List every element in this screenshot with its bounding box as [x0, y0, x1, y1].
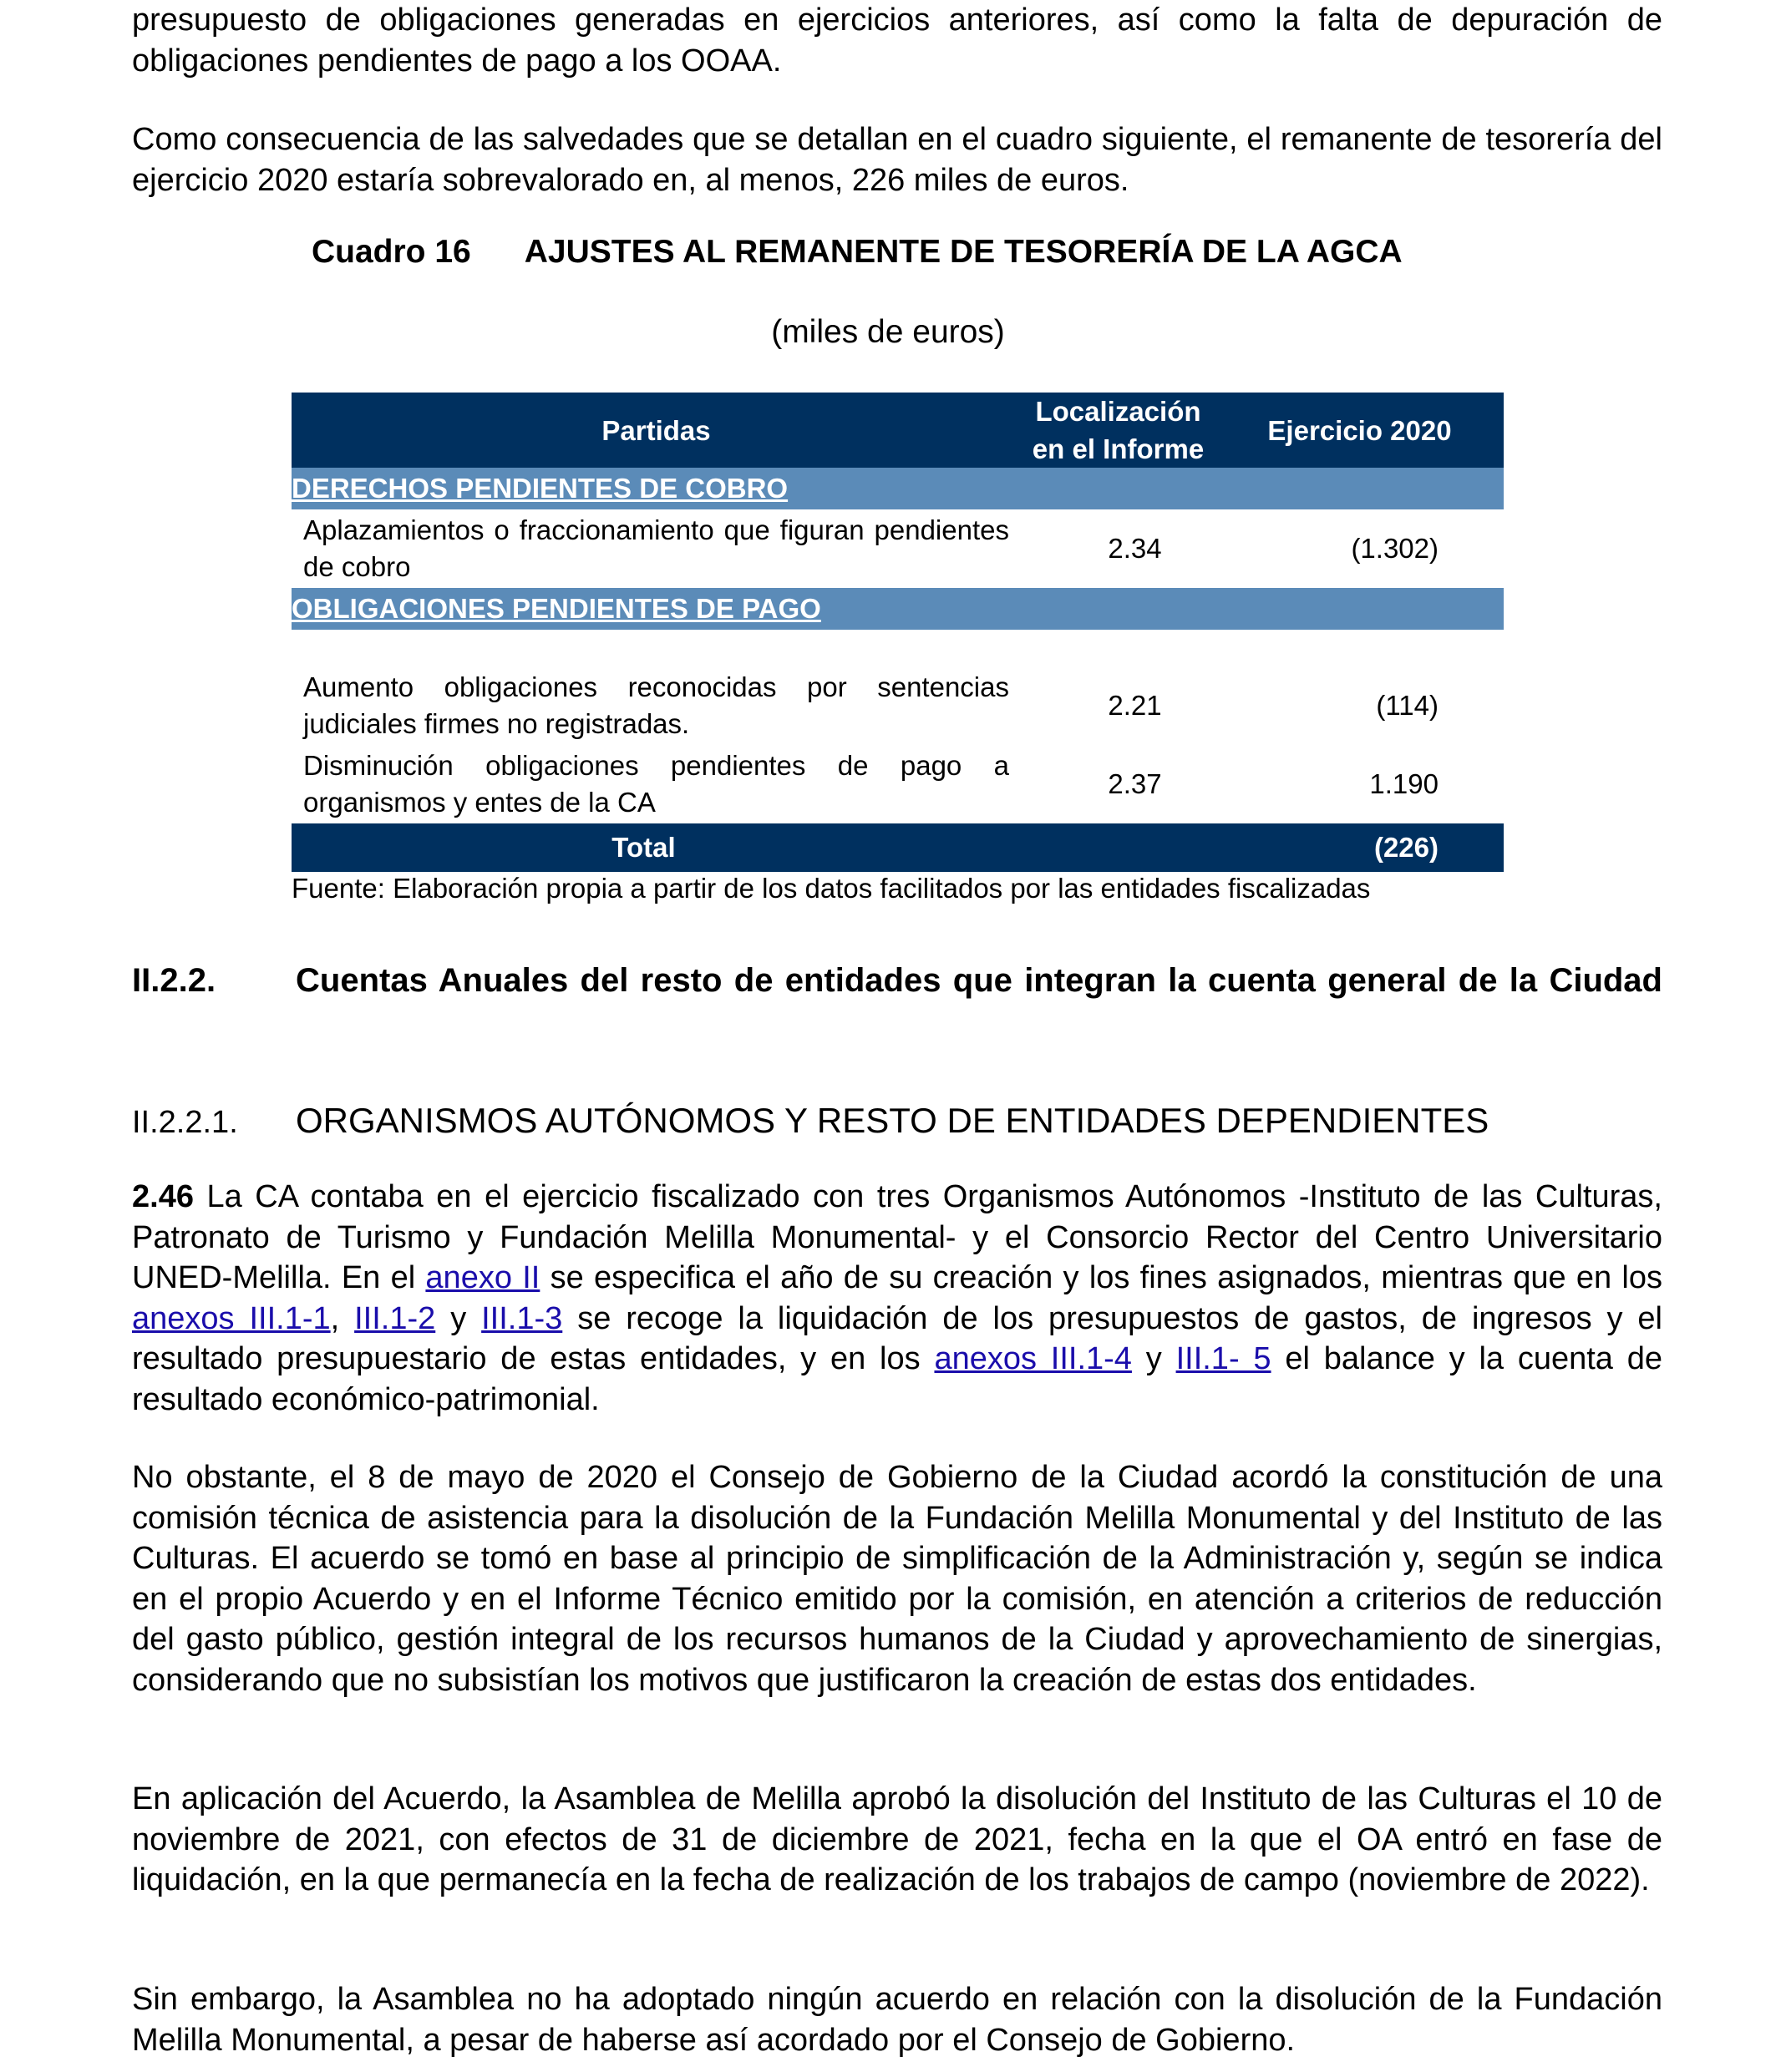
- intro-paragraph-1: presupuesto de obligaciones generadas en ejercicios anteriores, así como la falta de depuración de obligaciones pendientes de pago a los OOAA.: [132, 3, 1662, 79]
- row-localizacion: 2.37: [1108, 768, 1162, 799]
- table-caption: [312, 234, 1403, 271]
- section-heading-II-2-2: [132, 960, 1662, 1001]
- section-derechos-label: DERECHOS PENDIENTES DE COBRO: [292, 473, 789, 504]
- link-III-1-3[interactable]: III.1-3: [481, 1300, 563, 1336]
- section-row-obligaciones: [292, 588, 1504, 630]
- caption-title: AJUSTES AL REMANENTE DE TESORERÍA DE LA AGCA: [524, 234, 1403, 270]
- row-partida: Aumento obligaciones reconocidas por sentencias judiciales firmes no registradas.: [303, 671, 1009, 739]
- row-localizacion: 2.21: [1108, 690, 1162, 721]
- subsection-number: II.2.2.1.: [132, 1105, 238, 1140]
- paragraph-en-aplicacion: En aplicación del Acuerdo, la Asamblea de Melilla aprobó la disolución del Instituto de las Culturas el 10 de noviembre de 2021, con efectos de 31 de diciembre de 2021, fecha en la que el OA entró en fase de liquidación, en la que permanecía en la fecha de realización de los trabajos de campo (noviembre de 2022).: [132, 1781, 1662, 1897]
- intro-paragraph-2: Como consecuencia de las salvedades que se detallan en el cuadro siguiente, el remanente de tesorería del ejercicio 2020 estaría sobrevalorado en, al menos, 226 miles de euros.: [132, 122, 1662, 198]
- paragraph-text: y: [1131, 1341, 1176, 1376]
- total-label: Total: [292, 823, 1021, 872]
- row-value: (1.302): [1351, 533, 1439, 564]
- header-partidas: Partidas: [292, 393, 1021, 468]
- table-row: [292, 666, 1504, 745]
- link-anexos-III-1-4[interactable]: anexos III.1-4: [934, 1341, 1132, 1376]
- caption-number: Cuadro 16: [312, 234, 471, 270]
- table-header-row: [292, 393, 1504, 468]
- paragraph-text: el balance y la cuenta de resultado económico-patrimonial.: [132, 1341, 1663, 1417]
- row-value: 1.190: [1369, 768, 1439, 799]
- adjustments-table: [292, 393, 1504, 872]
- paragraph-no-obstante: No obstante, el 8 de mayo de 2020 el Consejo de Gobierno de la Ciudad acordó la constitución de una comisión técnica de asistencia para la disolución de la Fundación Melilla Monumental y del Instituto de las Culturas. El acuerdo se tomó en base al principio de simplificación de la Administración y, según se indica en el propio Acuerdo y en el Informe Técnico emitido por la comisión, en atención a criterios de reducción del gasto público, gestión integral de los recursos humanos de la Ciudad y aprovechamiento de sinergias, considerando que no subsistían los motivos que justificaron la creación de estas dos entidades.: [132, 1460, 1662, 1698]
- paragraph-2-46: [132, 1177, 1662, 1420]
- row-value: (114): [1376, 690, 1439, 721]
- table-row: [292, 745, 1504, 823]
- paragraph-text: se recoge la liquidación de los presupuestos de gastos, de ingresos y el resultado presupuestario de estas entidades, y en los: [132, 1300, 1662, 1376]
- table-units: (miles de euros): [771, 314, 1005, 350]
- table-row: [292, 509, 1504, 588]
- link-anexo-II[interactable]: anexo II: [425, 1260, 540, 1295]
- link-anexos-III-1-1[interactable]: anexos III.1-1: [132, 1300, 331, 1336]
- paragraph-sin-embargo: Sin embargo, la Asamblea no ha adoptado ningún acuerdo en relación con la disolución de la Fundación Melilla Monumental, a pesar de haberse así acordado por el Consejo de Gobierno.: [132, 1982, 1662, 2058]
- paragraph-text: y: [435, 1300, 482, 1336]
- paragraph-text: ,: [330, 1300, 355, 1336]
- link-III-1-5[interactable]: III.1- 5: [1175, 1341, 1271, 1376]
- table-source: Fuente: Elaboración propia a partir de los datos facilitados por las entidades fiscalizadas: [292, 873, 1371, 904]
- header-ejercicio: Ejercicio 2020: [1215, 393, 1504, 468]
- section-obligaciones-label: OBLIGACIONES PENDIENTES DE PAGO: [292, 593, 821, 624]
- total-value: (226): [1215, 823, 1504, 872]
- section-title: Cuentas Anuales del resto de entidades que integran la cuenta general de la Ciudad: [296, 962, 1662, 999]
- paragraph-text: se especifica el año de su creación y los fines asignados, mientras que en los: [540, 1260, 1662, 1295]
- row-partida: Disminución obligaciones pendientes de pago a organismos y entes de la CA: [303, 750, 1009, 818]
- table-total-row: [292, 823, 1504, 872]
- paragraph-number: 2.46: [132, 1179, 194, 1214]
- section-number: II.2.2.: [132, 962, 216, 999]
- link-III-1-2[interactable]: III.1-2: [354, 1300, 436, 1336]
- header-localizacion: [1021, 393, 1215, 468]
- table-spacer-row: [292, 630, 1504, 666]
- header-localizacion-line1: Localización: [1035, 396, 1201, 427]
- total-empty-cell: [1021, 823, 1215, 872]
- section-row-derechos: [292, 468, 1504, 509]
- paragraph-text: La CA contaba en el ejercicio fiscalizado con tres Organismos Autónomos -Instituto de las Culturas, Patronato de Turismo y Fundación Melilla Monumental- y el Consorcio Rector del Centro Universitario UNED-Melilla. En el: [132, 1179, 1662, 1295]
- row-partida: Aplazamientos o fraccionamiento que figuran pendientes de cobro: [303, 514, 1009, 582]
- section-heading-line: [132, 960, 1662, 1001]
- subsection-title: ORGANISMOS AUTÓNOMOS Y RESTO DE ENTIDADES DEPENDIENTES: [296, 1101, 1489, 1140]
- header-localizacion-line2: en el Informe: [1032, 433, 1205, 464]
- subsection-heading-II-2-2-1: [132, 1101, 1489, 1141]
- row-localizacion: 2.34: [1108, 533, 1162, 564]
